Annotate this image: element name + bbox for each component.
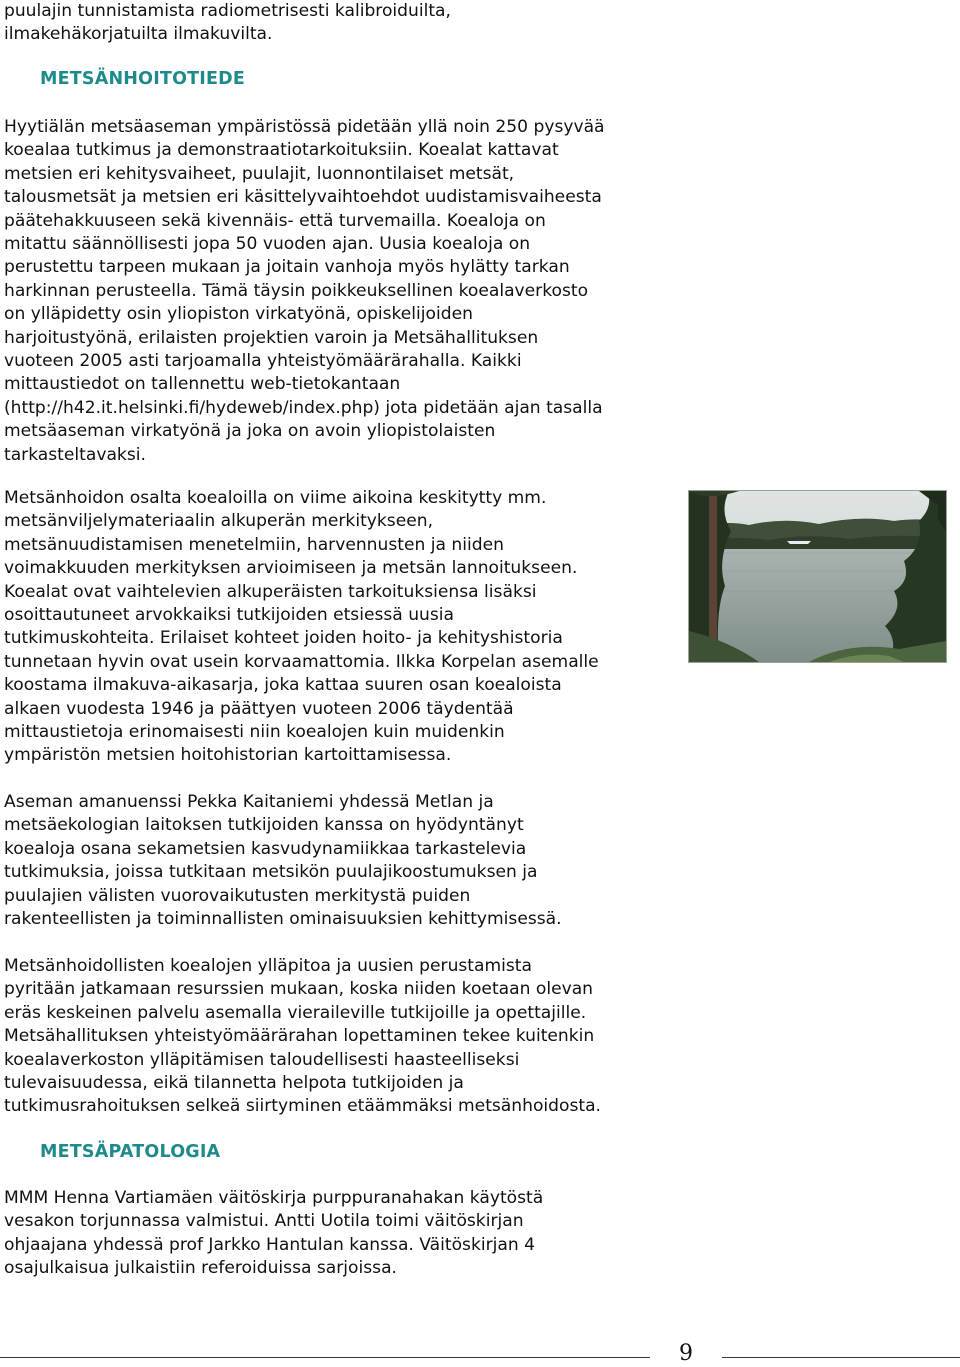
lake-photo-illustration (689, 491, 946, 662)
paragraph-vaitoskirja: MMM Henna Vartiamäen väitöskirja purppuranahakan käytöstä vesakon torjunnassa valmistui. Antti Uotila toimi väitöskirjan ohjaajana yhdessä prof Jarkko Hantulan kanssa. Väitöskirjan 4 osajulkaisua julkaistiin referoiduissa sarjoissa. (4, 1188, 544, 1279)
section-heading-metsapatologia: METSÄPATOLOGIA (40, 1142, 221, 1162)
paragraph-kaitaniemi: Aseman amanuenssi Pekka Kaitaniemi yhdessä Metlan ja metsäekologian laitoksen tutkijoiden kanssa on hyödyntänyt koealoja osana sekametsien kasvudynamiikkaa tarkastelevia tutkimuksia, joissa tutkitaan metsikön puulajikoostumuksen ja puulajien välisten vuorovaikutusten merkitystä puiden rakenteellisten ja toiminnallisten ominaisuuksien kehittymisessä. (4, 792, 562, 930)
paragraph-metsanhoito: Metsänhoidon osalta koealoilla on viime aikoina keskitytty mm. metsänviljelymateriaalin alkuperän merkitykseen, metsänuudistamisen menetelmiin, harvennusten ja niiden voimakkuuden merkityksen arvioimiseen ja metsän lannoitukseen. Koealat ovat vaihtelevien alkuperäisten tarkoituksiensa lisäksi osoittautuneet arvokkaiksi tutkijoiden etsiessä uusia tutkimuskohteita. Erilaiset kohteet joiden hoito- ja kehityshistoria tunnetaan hyvin ovat usein korvaamattomia. Ilkka Korpelan asemalle koostama ilmakuva-aikasarja, joka kattaa suuren osan koealoista alkaen vuodesta 1946 ja päättyen vuoteen 2006 täydentää mittaustietoja erinomaisesti niin koealojen kuin muidenkin ympäristön metsien hoitohistorian kartoittamisessa. (4, 488, 599, 766)
page-number: 9 (679, 1341, 693, 1366)
paragraph-yllapito: Metsänhoidollisten koealojen ylläpitoa ja uusien perustamista pyritään jatkamaan resurssien mukaan, koska niiden koetaan olevan eräs keskeinen palvelu asemalla vieraileville tutkijoille ja opettajille. Metsähallituksen yhteistyömäärärahan lopettaminen tekee kuitenkin koealaverkoston ylläpitämisen taloudellisesti haasteelliseksi tulevaisuudessa, eikä tilannetta helpota tutkijoiden ja tutkimusrahoituksen selkeä siirtyminen etäämmäksi metsänhoidosta. (4, 956, 601, 1117)
footer-rule-left (0, 1357, 650, 1358)
lake-photo (688, 490, 947, 663)
intro-text: puulajin tunnistamista radiometrisesti kalibroiduilta, ilmakehäkorjatuilta ilmakuvilta. (4, 1, 451, 45)
section-heading-metsanhoitotiede: METSÄNHOITOTIEDE (40, 69, 246, 89)
footer-rule-right (722, 1357, 960, 1358)
paragraph-koealat: Hyytiälän metsäaseman ympäristössä pidetään yllä noin 250 pysyvää koealaa tutkimus ja demonstraatiotarkoituksiin. Koealat kattavat metsien eri kehitysvaiheet, puulajit, luonnontilaiset metsät, talousmetsät ja metsien eri käsittelyvaihtoehdot uudistamisvaiheesta päätehakkuuseen sekä kivennäis- että turvemailla. Koealoja on mitattu säännöllisesti jopa 50 vuoden ajan. Uusia koealoja on perustettu tarpeen mukaan ja joitain vanhoja myös hylätty tarkan harkinnan perusteella. Tämä täysin poikkeuksellinen koealaverkosto on ylläpidetty osin yliopiston virkatyönä, opiskelijoiden harjoitustyönä, erilaisten projektien varoin ja Metsähallituksen vuoteen 2005 asti tarjoamalla yhteistyömäärärahalla. Kaikki mittaustiedot on tallennettu web-tietokantaan (http://h42.it.helsinki.fi/hydeweb/index.php) jota pidetään ajan tasalla metsäaseman virkatyönä ja joka on avoin yliopistolaisten tarkasteltavaksi. (4, 117, 605, 465)
